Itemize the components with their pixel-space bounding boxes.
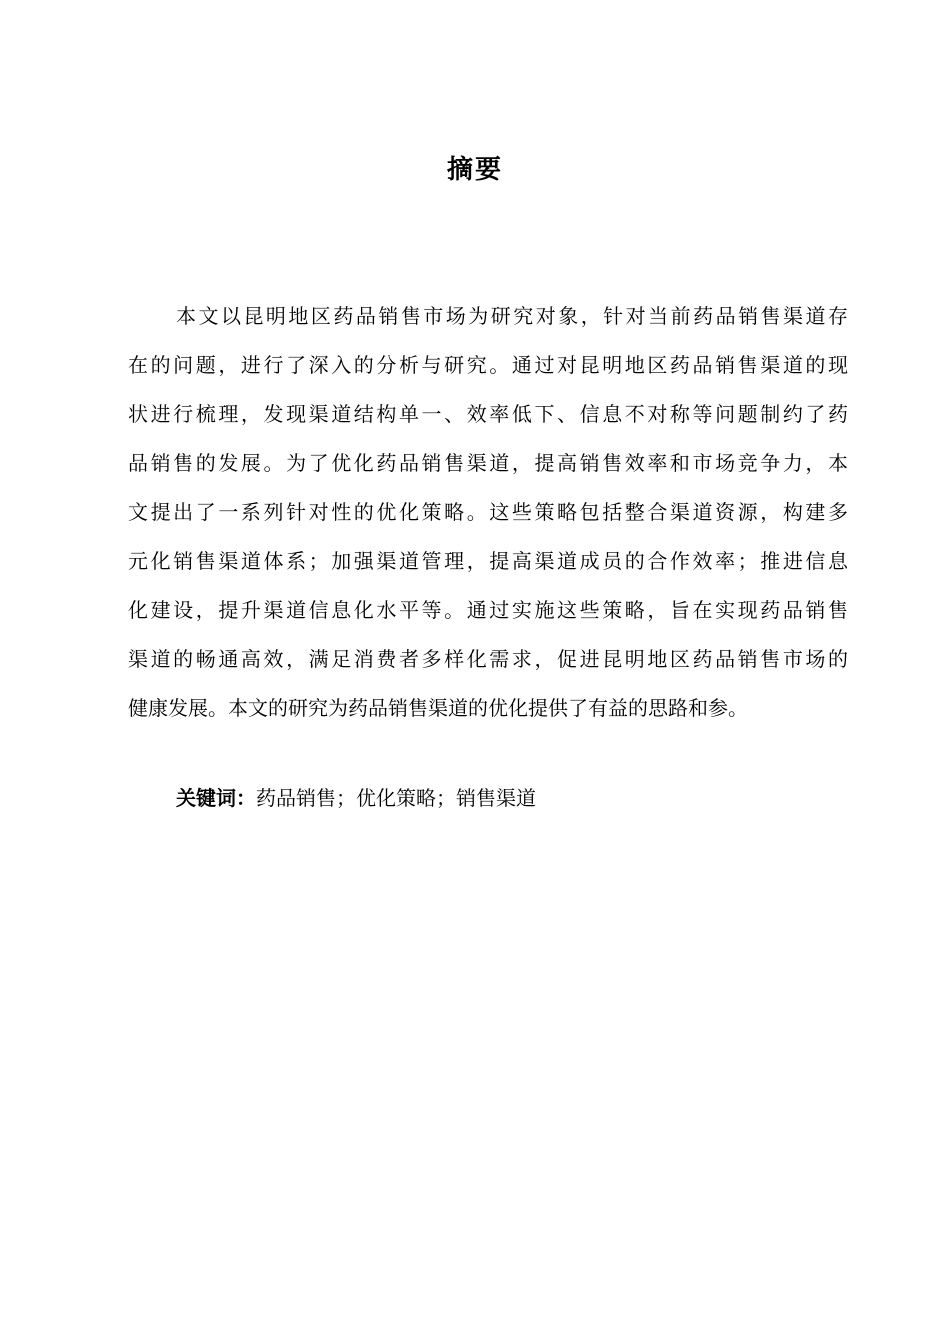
keywords-value: 药品销售；优化策略；销售渠道	[256, 786, 536, 810]
keywords-line	[176, 774, 536, 823]
abstract-line: 状进行梳理，发现渠道结构单一、效率低下、信息不对称等问题制约了药	[128, 402, 848, 426]
keywords-label: 关键词：	[176, 786, 256, 810]
abstract-line: 品销售的发展。为了优化药品销售渠道，提高销售效率和市场竞争力，本	[128, 451, 848, 475]
abstract-line: 元化销售渠道体系；加强渠道管理，提高渠道成员的合作效率；推进信息	[128, 549, 848, 573]
abstract-line: 在的问题，进行了深入的分析与研究。通过对昆明地区药品销售渠道的现	[128, 353, 848, 377]
page-title: 摘要	[446, 155, 503, 185]
abstract-paragraph	[128, 292, 848, 733]
abstract-line: 健康发展。本文的研究为药品销售渠道的优化提供了有益的思路和参。	[128, 696, 748, 720]
abstract-line: 渠道的畅通高效，满足消费者多样化需求，促进昆明地区药品销售市场的	[128, 647, 848, 671]
abstract-line: 本文以昆明地区药品销售市场为研究对象，针对当前药品销售渠道存	[176, 304, 848, 328]
abstract-line: 文提出了一系列针对性的优化策略。这些策略包括整合渠道资源，构建多	[128, 500, 848, 524]
abstract-line: 化建设，提升渠道信息化水平等。通过实施这些策略，旨在实现药品销售	[128, 598, 848, 622]
